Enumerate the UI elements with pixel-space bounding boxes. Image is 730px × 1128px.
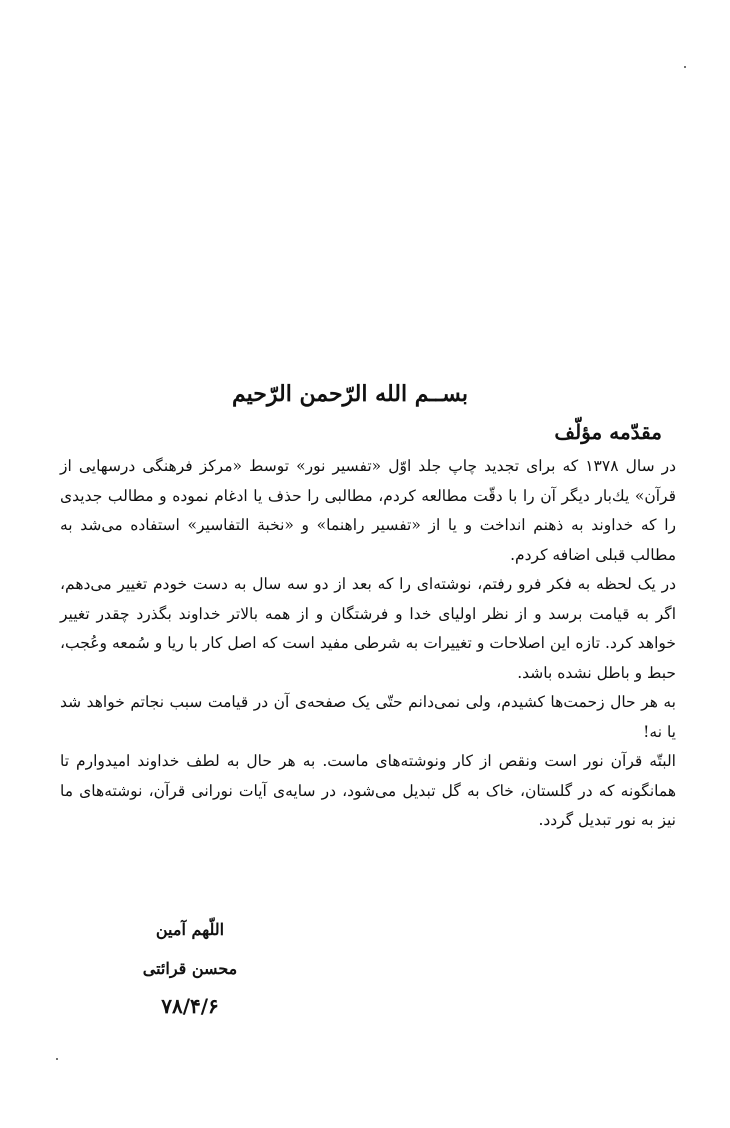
paragraph: به هر حال زحمت‌ها كشيدم، ولى نمى‌دانم حتّى يک صفحه‌ى آن در قيامت سبب نجاتم خواهد شد يا نه! xyxy=(60,693,676,741)
date: ۷۸/۴/۶ xyxy=(161,994,219,1018)
page-title: مقدّمه مؤلّف xyxy=(554,420,662,444)
author-name: محسن قرائتى xyxy=(142,959,238,978)
paragraph: البتّه قرآن نور است ونقص از كار ونوشته‌هاى ماست. به هر حال به لطف خداوند اميدوارم تا همانگونه كه در گلستان، خاک به گل تبديل مى‌شود، در سايه‌ى آيات نورانى قرآن، نوشته‌هاى ما نيز به نور تبديل گردد. xyxy=(60,752,676,829)
paper-speck xyxy=(56,1058,58,1060)
paragraph: در يک لحظه به فكر فرو رفتم، نوشته‌اى را كه بعد از دو سه سال به دست خودم تغيير مى‌دهم، اگر به قيامت برسد و از نظر اولياى خدا و فرشتگان و از همه بالاتر خداوند بگذرد چقدر تغيير خواهد كرد. تازه اين اصلاحات و تغييرات به شرطى مفيد است كه اصل كار با ريا و سُمعه وعُجب، حبط و باطل نشده باشد. xyxy=(60,575,676,682)
paper-speck xyxy=(684,66,686,68)
closing-prayer: اللّهم آمين xyxy=(155,920,225,939)
bismillah: بســم الله الرّحمن الرّحيم xyxy=(231,381,468,407)
preface-body xyxy=(60,452,676,836)
paragraph: در سال ۱۳۷۸ كه براى تجديد چاپ جلد اوّل «تفسير نور» توسط «مركز فرهنگى درسهايى از قرآن» يك‌بار ديگر آن را با دقّت مطالعه كردم، مطالبى را حذف يا ادغام نموده و مطالب جديدى را كه خداوند به ذهنم انداخت و يا از «تفسير راهنما» و «نخبة التفاسير» استفاده مى‌شد به مطالب قبلى اضافه كردم. xyxy=(60,457,676,564)
